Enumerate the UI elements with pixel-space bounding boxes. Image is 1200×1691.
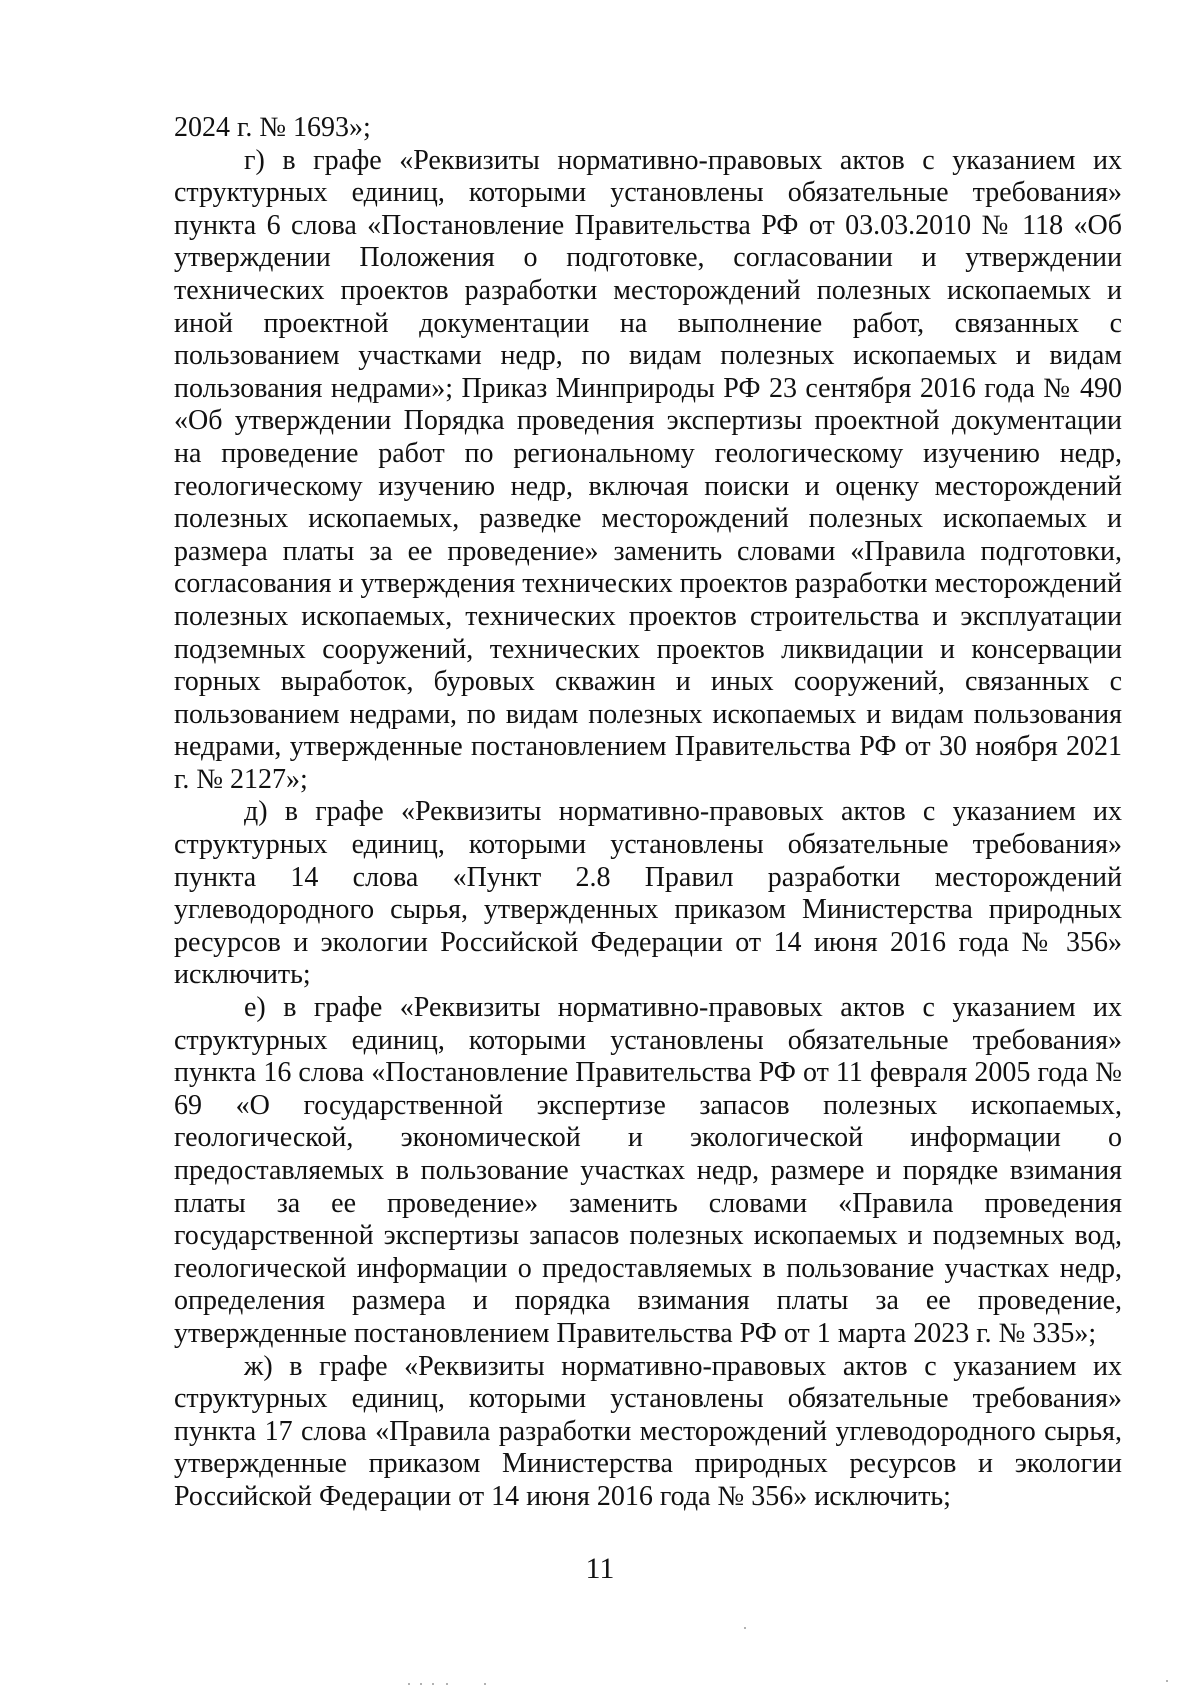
scan-speck	[484, 1683, 486, 1685]
scan-speck	[420, 1683, 422, 1685]
scan-speck	[1166, 1680, 1168, 1682]
paragraph-continuation: 2024 г. № 1693»;	[174, 112, 371, 143]
page-number: 11	[585, 1552, 615, 1585]
scan-speck	[408, 1683, 410, 1685]
paragraph-item-e: е) в графе «Реквизиты нормативно-правовых актов с указанием их структурных единиц, которыми установлены обязательные требования» пункта 16 слова «Постановление Правительства РФ от 11 февраля 2005 года № 69 «О государственной экспертизе запасов полезных ископаемых, геологической, экономической и экологической информации о предоставляемых в пользование участках недр, размере и порядке взимания платы за ее проведение» заменить словами «Правила проведения государственной экспертизы запасов полезных ископаемых и подземных вод, геологической информации о предоставляемых в пользование участках недр, определения размера и порядка взимания платы за ее проведение, утвержденные постановлением Правительства РФ от 1 марта 2023 г. № 335»;	[174, 992, 1122, 1349]
paragraph-item-d: д) в графе «Реквизиты нормативно-правовых актов с указанием их структурных единиц, которыми установлены обязательные требования» пункта 14 слова «Пункт 2.8 Правил разработки месторождений углеводородного сырья, утвержденных приказом Министерства природных ресурсов и экологии Российской Федерации от 14 июня 2016 года № 356» исключить;	[174, 796, 1122, 991]
scan-speck	[432, 1683, 434, 1685]
scan-speck	[744, 1627, 746, 1629]
paragraph-item-zh: ж) в графе «Реквизиты нормативно-правовых актов с указанием их структурных единиц, которыми установлены обязательные требования» пункта 17 слова «Правила разработки месторождений углеводородного сырья, утвержденные приказом Министерства природных ресурсов и экологии Российской Федерации от 14 июня 2016 года № 356» исключить;	[174, 1350, 1122, 1512]
document-body	[174, 112, 1122, 1514]
scan-speck	[446, 1683, 448, 1685]
paragraph-item-g: г) в графе «Реквизиты нормативно-правовых актов с указанием их структурных единиц, которыми установлены обязательные требования» пункта 6 слова «Постановление Правительства РФ от 03.03.2010 № 118 «Об утверждении Положения о подготовке, согласовании и утверждении технических проектов разработки месторождений полезных ископаемых и иной проектной документации на выполнение работ, связанных с пользованием участками недр, по видам полезных ископаемых и видам пользования недрами»; Приказ Минприроды РФ 23 сентября 2016 года № 490 «Об утверждении Порядка проведения экспертизы проектной документации на проведение работ по региональному геологическому изучению недр, геологическому изучению недр, включая поиски и оценку месторождений полезных ископаемых, разведке месторождений полезных ископаемых и размера платы за ее проведение» заменить словами «Правила подготовки, согласования и утверждения технических проектов разработки месторождений полезных ископаемых, технических проектов строительства и эксплуатации подземных сооружений, технических проектов ликвидации и консервации горных выработок, буровых скважин и иных сооружений, связанных с пользованием недрами, по видам полезных ископаемых и видам пользования недрами, утвержденные постановлением Правительства РФ от 30 ноября 2021 г. № 2127»;	[174, 144, 1122, 795]
